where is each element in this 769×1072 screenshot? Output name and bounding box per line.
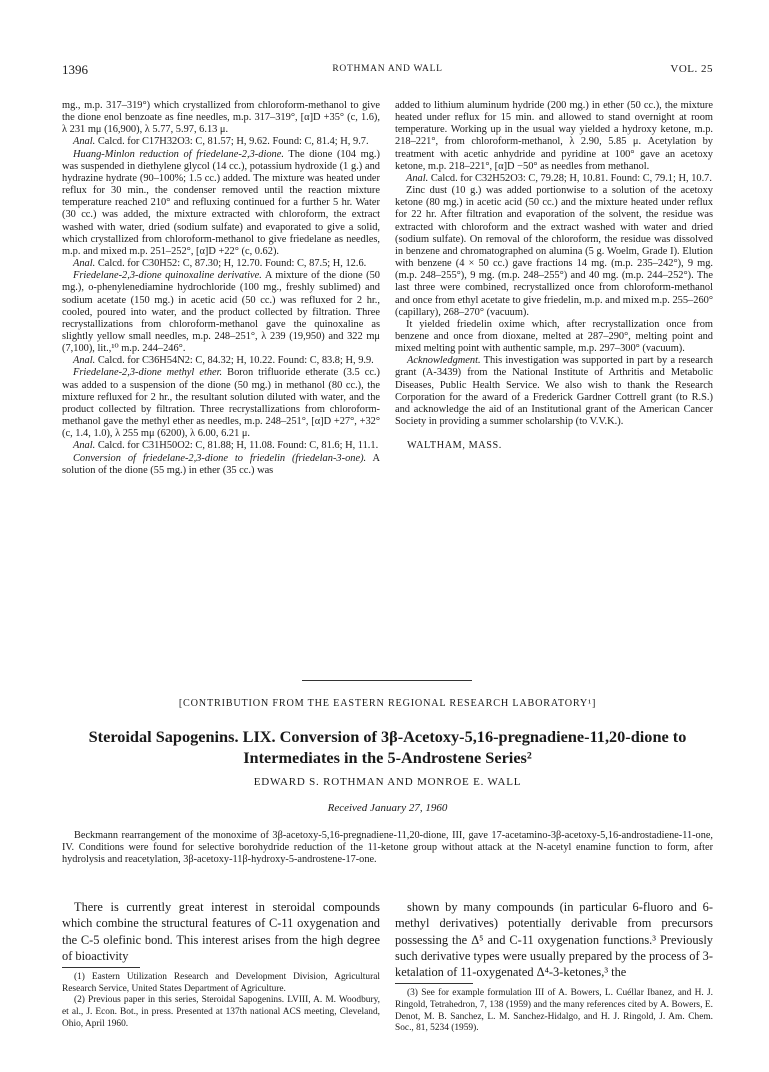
experimental-paragraph [62, 270, 380, 355]
paragraph-text: mg., m.p. 317–319°) which crystallized from chloroform-methanol to give the dione enol benzoate as fine needles, m.p. 317–319°, [α]D +35° (c, 1.6), λ 231 mμ (16,900), λ 5.77, 5.97, 6.13 μ. [62, 100, 380, 136]
experimental-paragraph [62, 355, 380, 367]
paragraph-text: The dione (104 mg.) was suspended in diethylene glycol (14 cc.), potassium hydroxide (1 g.) and hydrazine hydrate (90–100%; 1.5 cc.) added. The mixture was heated under reflux for 30 min., the condenser removed until the reaction mixture temperature reached 210° and refluxing continued for a further 5 hr. Water (30 cc.) was added, the mixture extracted with chloroform, the extract washed with water, dried (sodium sulfate) and evaporated to give a solid, which crystallized from chloroform-methanol to give friedelane as needles, m.p. and mixed m.p. 251–252°, [α]D +22° (c, 0.62). [62, 148, 380, 257]
paragraph-text: Zinc dust (10 g.) was added portionwise to a solution of the acetoxy ketone (80 mg.) in acetic acid (50 cc.) and the mixture heated under reflux for 22 hr. After filtration and evaporation of the solvent, the residue was extracted with chloroform and the extract washed with water and dried (sodium sulfate). On removal of the chloroform, the residue was dissolved in benzene and chromatographed on alumina (5 g. Woelm, Grade I). Elution with benzene (4 × 50 cc.) gave fractions 14 mg. (m.p. 235–242°), 9 mg. (m.p. 248–255°), 9 mg. (m.p. 248–255°) and 40 mg. (m.p. 244–252°). The last three were combined, recrystallized once from chloroform-methanol and once from ethyl acetate to give friedelin, m.p. and mixed m.p. 255–260° (capillary), 268–270° (vacuum). [395, 185, 713, 318]
experimental-paragraph [62, 136, 380, 148]
left-column [62, 100, 380, 702]
location-line: WALTHAM, MASS. [407, 440, 502, 452]
footnote-rule [395, 983, 473, 984]
paragraph-text: Boron trifluoride etherate (3.5 cc.) was added to a suspension of the dione (50 mg.) in methanol (80 cc.), the mixture refluxed for 2 hr., the resultant solution diluted with water, and the product collected by filtration. Three recrystallizations from chloroform-methanol gave the methyl ether as needles, m.p. 248–251°, [α]D +27°, +32° (c, 1.4, 1.0), λ 255 mμ (6200), λ 6.00, 6.21 μ. [62, 367, 380, 440]
paragraph-text: Calcd. for C32H52O3: C, 79.28; H, 10.81. Found: C, 79.1; H, 10.7. [430, 172, 712, 184]
paragraph-text: A solution of the dione (55 mg.) in ether (35 cc.) was [62, 452, 380, 476]
paragraph-text: Calcd. for C30H52: C, 87.30; H, 12.70. Found: C, 87.5; H, 12.6. [97, 258, 367, 270]
body-paragraph-left: There is currently great interest in steroidal compounds which combine the structural features of C-11 oxygenation and the C-5 olefinic bond. This interest arises from the high degree of bioactivity [62, 900, 380, 963]
analysis-label: Anal. [406, 172, 429, 184]
acknowledgment-text: This investigation was supported in part by a research grant (A-3439) from the National Institute of Arthritis and Metabolic Diseases, Public Health Service. We also wish to thank the Research Corporation for the award of a Frederick Gardner Cottrell grant (to R.S.) and acknowledge the aid of an Institutional grant of the American Cancer Society in providing a summer scholarship (to V.V.K.). [395, 355, 713, 428]
procedure-heading: Friedelane-2,3-dione methyl ether. [73, 367, 223, 379]
footnote-3: (3) See for example formulation III of A. Bowers, L. Cuéllar Ibanez, and H. J. Ringold, Tetrahedron, 7, 138 (1959) and the many references cited by A. Bowers, E. Denot, M. B. Sanchez, L. M. Sanchez-Hidalgo, and H. J. Ringold, J. Am. Chem. Soc., 81, 5234 (1959). [395, 988, 713, 1034]
abstract: Beckmann rearrangement of the monoxime of 3β-acetoxy-5,16-pregnadiene-11,20-dione, III, gave 17-acetamino-3β-acetoxy-5,16-androstadiene-11-one, IV. Conditions were found for selective borohydride reduction of the 11-ketone group without attack at the N-acetyl enamine function to form, after hydrolysis and reacetylation, 3β-acetoxy-11β-hydroxy-5-androstene-17-one. [62, 830, 713, 866]
section-divider [302, 680, 472, 681]
experimental-continuation [62, 100, 713, 702]
body-right-column [395, 899, 713, 1069]
article-authors: EDWARD S. ROTHMAN AND MONROE E. WALL [253, 776, 522, 788]
experimental-paragraph [395, 173, 713, 185]
experimental-paragraph [395, 185, 713, 319]
experimental-paragraph [62, 453, 380, 477]
experimental-paragraph [62, 149, 380, 258]
paragraph-text: Calcd. for C31H50O2: C, 81.88; H, 11.08. Found: C, 81.6; H, 11.1. [97, 440, 379, 452]
paragraph-text: added to lithium aluminum hydride (200 mg.) in ether (50 cc.), the mixture heated under reflux for 15 min. and allowed to stand overnight at room temperature. Working up in the usual way yielded a hydroxy ketone, m.p. 218–221°, from chloroform-methanol, λ 2.90, 5.85 μ. Acetylation by treatment with acetic anhydride and pyridine at 100° gave an acetoxy ketone, m.p. 218–221°, [α]D −50° as needles from methanol. [395, 100, 713, 172]
experimental-paragraph [395, 100, 713, 173]
running-title: ROTHMAN AND WALL [332, 64, 443, 74]
paragraph-text: It yielded friedelin oxime which, after recrystallization once from benzene and once from dioxane, melted at 287–290°, melting point and mixed melting point with authentic sample, m.p. 297–300° (vacuum). [395, 318, 713, 355]
acknowledgment-label: Acknowledgment. [407, 355, 481, 367]
experimental-paragraph [62, 440, 380, 452]
procedure-heading: Conversion of friedelane-2,3-dione to friedelin (friedelan-3-one). [73, 452, 367, 464]
paragraph-text: A mixture of the dione (50 mg.), o-phenylenediamine hydrochloride (100 mg., freshly sublimed) and sodium acetate (150 mg.) in acetic acid (50 cc.) was refluxed for 2 hr., cooled, poured into water, and the product collected by filtration. Three recrystallizations from chloroform-methanol gave the quinoxaline as slightly yellow small needles, m.p. 248–251°, λ 239 (19,950) and 322 mμ (7,100), lit.,¹⁰ m.p. 244–246°. [62, 270, 380, 355]
article-body [62, 899, 713, 1069]
page-number: 1396 [62, 62, 88, 77]
procedure-heading: Huang-Minlon reduction of friedelane-2,3-dione. [73, 148, 284, 160]
analysis-label: Anal. [73, 258, 96, 270]
procedure-heading: Friedelane-2,3-dione quinoxaline derivative. [73, 270, 262, 282]
contribution-line: [CONTRIBUTION FROM THE EASTERN REGIONAL RESEARCH LABORATORY¹] [178, 698, 597, 709]
paragraph-text: Calcd. for C17H32O3: C, 81.57; H, 9.62. Found: C, 81.4; H, 9.7. [97, 136, 369, 148]
analysis-label: Anal. [73, 355, 96, 367]
footnote-2: (2) Previous paper in this series, Steroidal Sapogenins. LVIII, A. M. Woodbury, et al., J. Econ. Bot., in press. Presented at 137th national ACS meeting, Cleveland, Ohio, April 1960. [62, 995, 380, 1029]
right-column-paragraphs [395, 100, 713, 355]
body-paragraph-right: shown by many compounds (in particular 6-fluoro and 6-methyl derivatives) potentially derivable from precursors possessing the Δ⁵ and C-11 oxygenation functions.³ Previously such derivative types were usually prepared by the process of 3-ketalation of 11-oxygenated Δ⁴-3-ketones,³ the [395, 900, 713, 980]
analysis-label: Anal. [73, 136, 96, 148]
received-date: Received January 27, 1960 [327, 802, 448, 814]
volume-label: VOL. 25 [670, 63, 713, 75]
experimental-paragraph [62, 258, 380, 270]
analysis-label: Anal. [73, 440, 96, 452]
article-title: Steroidal Sapogenins. LIX. Conversion of 3β-Acetoxy-5,16-pregnadiene-11,20-dione to Intermediates in the 5-Androstene Series² [88, 727, 687, 767]
journal-page [62, 62, 713, 1034]
acknowledgment [395, 355, 713, 428]
experimental-paragraph [62, 367, 380, 440]
paragraph-text: Calcd. for C36H54N2: C, 84.32; H, 10.22. Found: C, 83.8; H, 9.9. [97, 355, 374, 367]
experimental-paragraph [62, 100, 380, 136]
right-column [395, 100, 713, 702]
footnote-1: (1) Eastern Utilization Research and Development Division, Agricultural Research Service, United States Department of Agriculture. [62, 972, 380, 994]
body-left-column [62, 899, 380, 1069]
experimental-paragraph [395, 319, 713, 355]
page-header [62, 62, 713, 82]
footnote-rule [62, 967, 140, 968]
